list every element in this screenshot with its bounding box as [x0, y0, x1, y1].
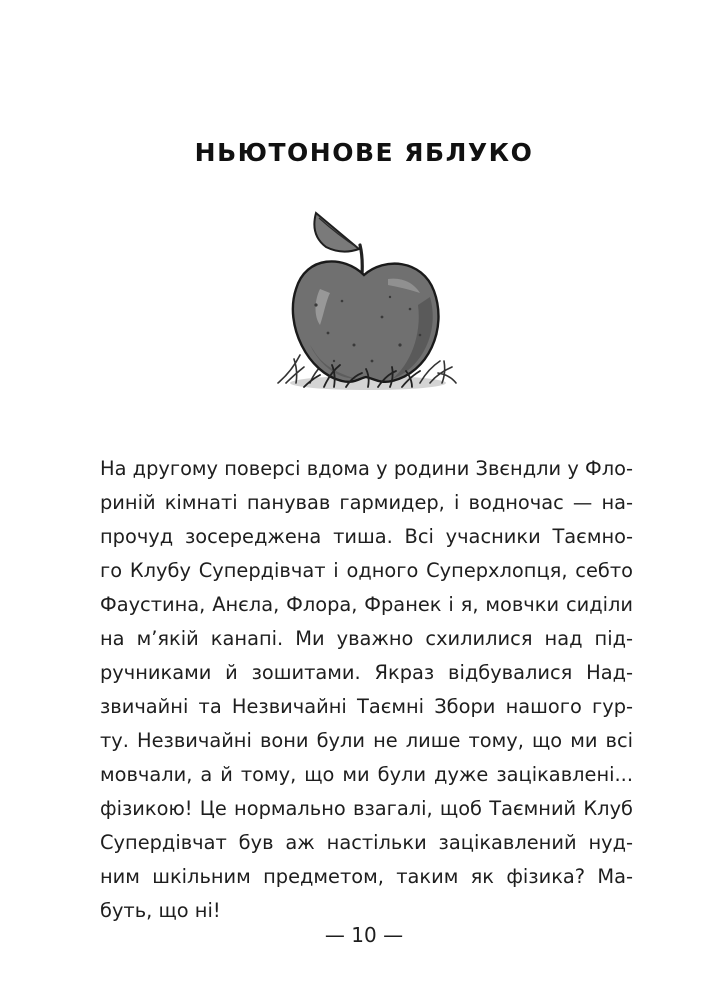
- body-line: Фаустина, Анєла, Флора, Франек і я, мовчки сиділи: [100, 593, 633, 616]
- body-line: риній кімнаті панував гармидер, і водночас — на-: [100, 491, 633, 514]
- body-line: ту. Незвичайні вони були не лише тому, що ми всі: [100, 729, 633, 752]
- body-line: фізикою! Це нормально взагалі, щоб Таємний Клуб: [100, 797, 633, 820]
- body-paragraph: [100, 452, 633, 928]
- body-line: Супердівчат був аж настільки зацікавлений нуд-: [100, 831, 633, 854]
- body-line: буть, що ні!: [100, 899, 221, 922]
- body-line: мовчали, а й тому, що ми були дуже зацікавлені...: [100, 763, 633, 786]
- body-line: го Клубу Супердівчат і одного Суперхлопця, себто: [100, 559, 633, 582]
- body-line: ручниками й зошитами. Якраз відбувалися Над-: [100, 661, 633, 684]
- body-line: прочуд зосереджена тиша. Всі учасники Таємно-: [100, 525, 633, 548]
- body-line: На другому поверсі вдома у родини Звєндли у Фло-: [100, 457, 633, 480]
- body-line: ним шкільним предметом, таким як фізика? Ма-: [100, 865, 633, 888]
- page-number: — 10 —: [324, 923, 404, 947]
- body-line: звичайні та Незвичайні Таємні Збори нашого гур-: [100, 695, 633, 718]
- chapter-title: НЬЮТОНОВЕ ЯБЛУКО: [194, 138, 534, 167]
- apple-illustration: [270, 205, 465, 405]
- apple-on-grass-icon: [270, 205, 465, 405]
- body-line: на м’якій канапі. Ми уважно схилилися над під-: [100, 627, 633, 650]
